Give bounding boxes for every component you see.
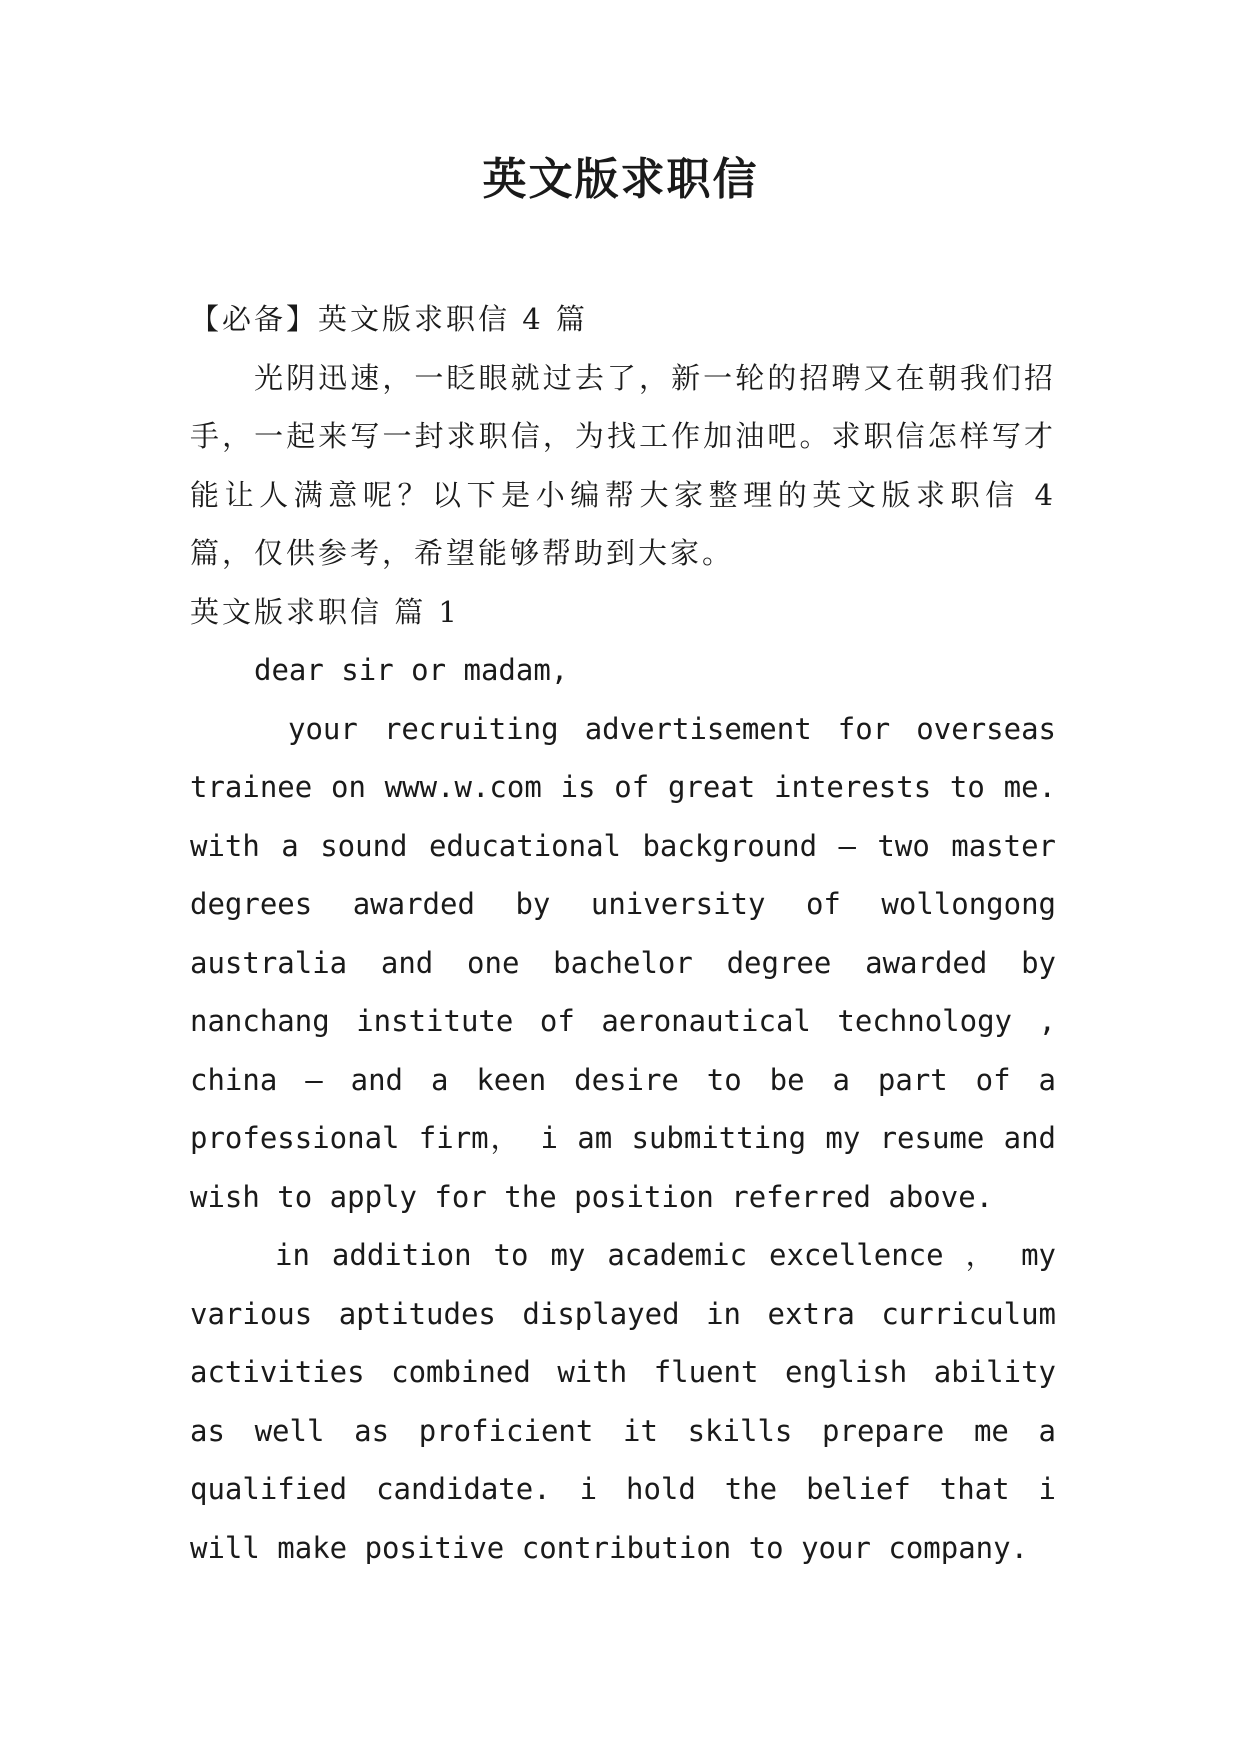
document-subtitle: 【必备】英文版求职信 4 篇: [190, 302, 588, 336]
intro-paragraph: 光阴迅速，一眨眼就过去了，新一轮的招聘又在朝我们招手，一起来写一封求职信，为找工作加油吧。求职信怎样写才能让人满意呢？以下是小编帮大家整理的英文版求职信 4 篇，仅供参考，希望能够帮助到大家。: [190, 360, 1056, 570]
document-body: [190, 290, 1056, 1577]
document-title: 英文版求职信: [482, 154, 759, 205]
section-heading: 英文版求职信 篇 1: [190, 594, 460, 629]
letter-paragraph-2: in addition to my academic excellence ， my various aptitudes displayed in extra curriculum activities combined with fluent english ability as well as proficient it skills prepare me a qualified candidate. i hold the belief that i will make positive contribution to your company.: [190, 1238, 1056, 1565]
letter-paragraph-1: your recruiting advertisement for overseas trainee on www.w.com is of great interests to me. with a sound educational background – two master degrees awarded by university of wollongong australia and one bachelor degree awarded by nanchang institute of aeronautical technology , china – and a keen desire to be a part of a professional firm， i am submitting my resume and wish to apply for the position referred above.: [190, 711, 1056, 1214]
letter-salutation: dear sir or madam,: [254, 653, 569, 687]
